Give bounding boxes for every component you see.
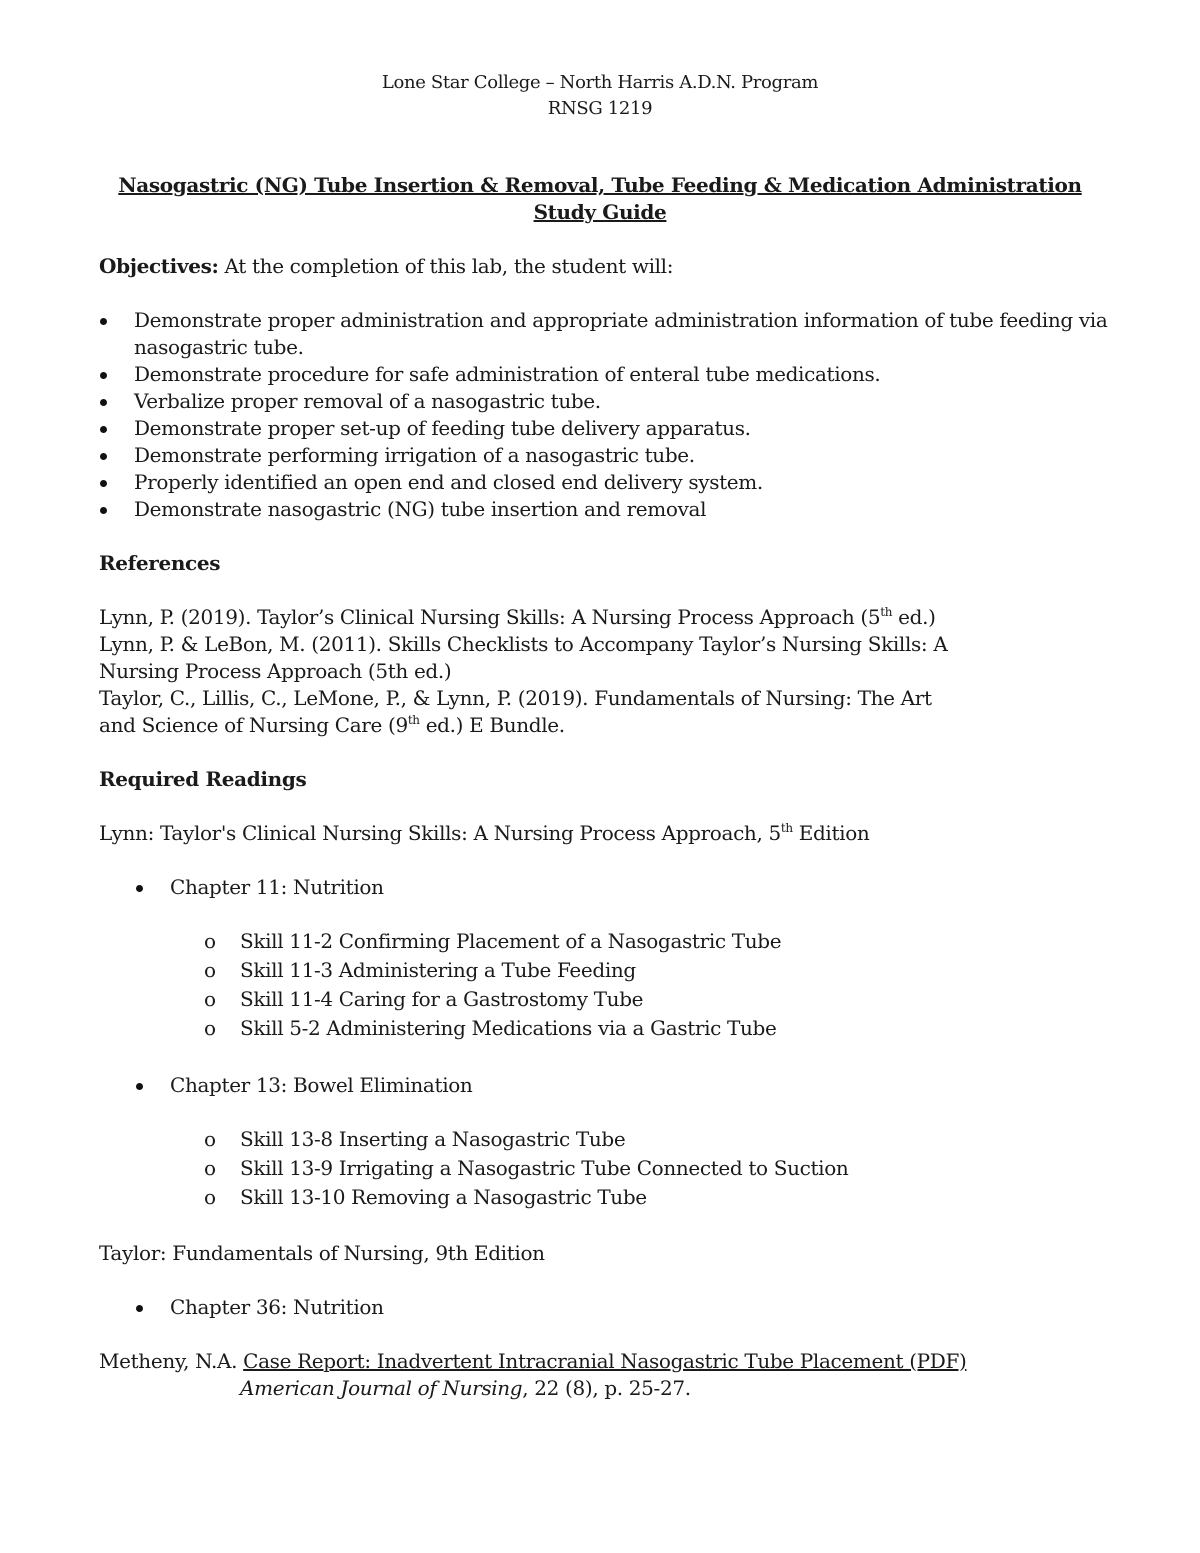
reference-entry-continued [99,712,565,739]
textbook-superscript: th [780,821,793,835]
taylor-textbook: Taylor: Fundamentals of Nursing, 9th Edition [99,1241,545,1265]
readings-heading: Required Readings [99,767,307,791]
lynn-textbook [99,820,869,847]
skill-item: o Skill 13-8 Inserting a Nasogastric Tube [240,1126,625,1153]
reference-text: and Science of Nursing Care (9 [99,713,408,737]
objective-item: Properly identified an open end and closed end delivery system. [134,470,763,494]
skill-item: o Skill 13-9 Irrigating a Nasogastric Tube Connected to Suction [240,1155,848,1182]
objectives-label: Objectives: [99,254,219,278]
metheny-author: Metheny, N.A. [99,1349,244,1373]
reference-entry-continued: Nursing Process Approach (5th ed.) [99,659,452,683]
header-course: RNSG 1219 [547,98,653,119]
chapter-item: Chapter 36: Nutrition [170,1295,384,1319]
metheny-reference [99,1348,966,1375]
reference-text: Lynn, P. (2019). Taylor’s Clinical Nursing Skills: A Nursing Process Approach (5 [99,605,881,629]
textbook-title: Lynn: Taylor's Clinical Nursing Skills: A Nursing Process Approach, 5 [99,821,781,845]
objectives-intro-text: At the completion of this lab, the student will: [218,254,674,278]
objective-item: Demonstrate procedure for safe administration of enteral tube medications. [134,362,881,386]
metheny-journal-line [240,1375,691,1402]
case-report-link[interactable]: Case Report: Inadvertent Intracranial Nasogastric Tube Placement (PDF) [243,1349,967,1373]
page-title: Nasogastric (NG) Tube Insertion & Removal, Tube Feeding & Medication Administration [118,173,1082,197]
skill-item: o Skill 11-4 Caring for a Gastrostomy Tube [240,986,643,1013]
reference-entry: Lynn, P. & LeBon, M. (2011). Skills Checklists to Accompany Taylor’s Nursing Skills: A [99,632,948,656]
objective-item: Verbalize proper removal of a nasogastric tube. [134,389,601,413]
objective-item: Demonstrate nasogastric (NG) tube insertion and removal [134,497,707,521]
page-subtitle: Study Guide [533,200,667,224]
reference-entry [99,604,936,631]
chapter-item: Chapter 13: Bowel Elimination [170,1073,473,1097]
skill-item: o Skill 11-3 Administering a Tube Feeding [240,957,636,984]
skill-item: o Skill 5-2 Administering Medications via a Gastric Tube [240,1015,777,1042]
reference-superscript: th [407,713,420,727]
reference-superscript: th [880,605,893,619]
objective-item: Demonstrate proper administration and appropriate administration information of tube feeding via [134,308,1108,332]
skill-item: o Skill 11-2 Confirming Placement of a Nasogastric Tube [240,928,781,955]
objective-item: Demonstrate proper set-up of feeding tube delivery apparatus. [134,416,751,440]
reference-text: ed.) [892,605,936,629]
objective-item: Demonstrate performing irrigation of a nasogastric tube. [134,443,695,467]
objective-item-continued: nasogastric tube. [134,335,304,359]
journal-name: American Journal of Nursing [240,1376,523,1400]
skill-item: o Skill 13-10 Removing a Nasogastric Tube [240,1184,647,1211]
chapter-item: Chapter 11: Nutrition [170,875,384,899]
reference-entry: Taylor, C., Lillis, C., LeMone, P., & Lynn, P. (2019). Fundamentals of Nursing: The Art [99,686,932,710]
reference-text: ed.) E Bundle. [419,713,565,737]
references-heading: References [99,551,221,575]
objectives-intro [99,253,673,280]
journal-citation: , 22 (8), p. 25-27. [522,1376,691,1400]
textbook-edition: Edition [792,821,870,845]
header-institution: Lone Star College – North Harris A.D.N. Program [381,72,819,93]
